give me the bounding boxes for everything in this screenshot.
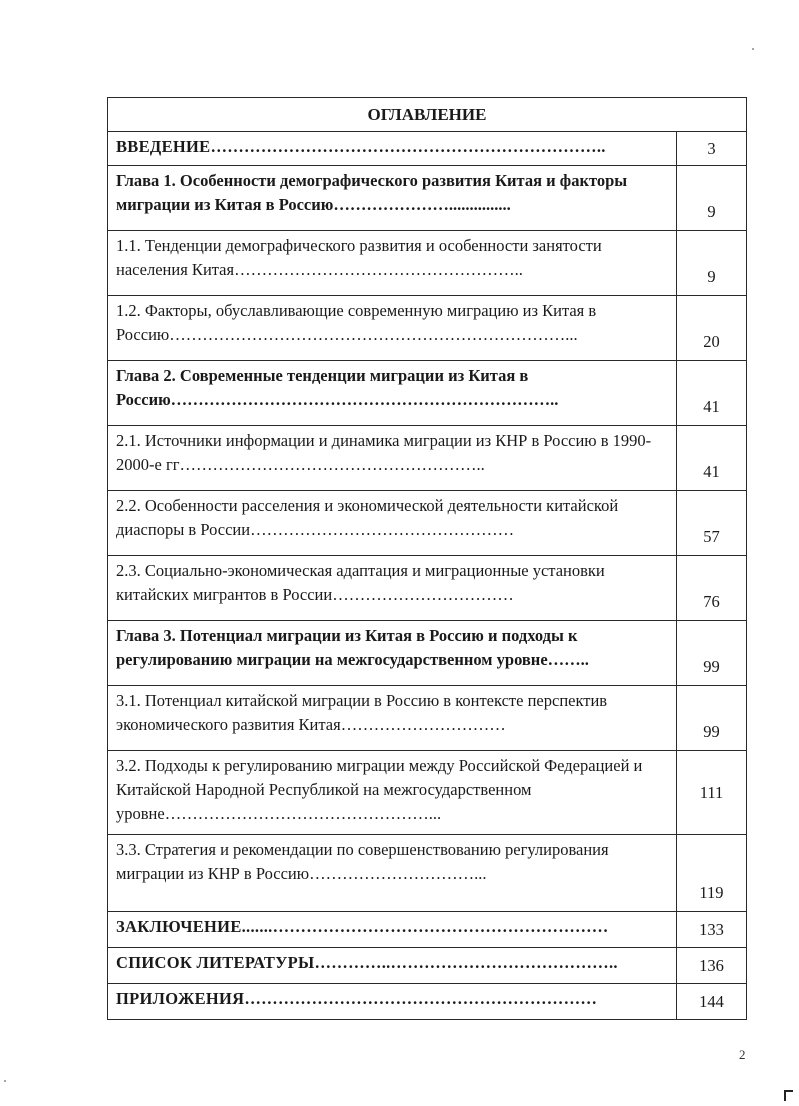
- toc-row-section-2-1: [108, 426, 747, 491]
- toc-title-row: [108, 98, 747, 132]
- toc-entry-page: 119: [676, 835, 746, 912]
- toc-row-section-1-2: [108, 296, 747, 361]
- toc-entry-page: 41: [676, 361, 746, 426]
- toc-entry-text: 3.2. Подходы к регулированию миграции между Российской Федерацией и Китайской Народной Республикой на межгосударственном уровне…………………………………………...: [108, 751, 677, 835]
- scan-speck: [752, 48, 754, 50]
- toc-entry-text: СПИСОК ЛИТЕРАТУРЫ…………..…………………………………..: [108, 948, 677, 984]
- toc-entry-page: 136: [676, 948, 746, 984]
- toc-row-section-3-1: [108, 686, 747, 751]
- toc-row-conclusion: [108, 912, 747, 948]
- toc-row-bibliography: [108, 948, 747, 984]
- toc-entry-text: 1.1. Тенденции демографического развития и особенности занятости населения Китая……………………………………………..: [108, 231, 677, 296]
- toc-entry-page: 111: [676, 751, 746, 835]
- toc-entry-page: 9: [676, 166, 746, 231]
- toc-row-section-2-3: [108, 556, 747, 621]
- toc-entry-page: 20: [676, 296, 746, 361]
- toc-entry-page: 133: [676, 912, 746, 948]
- toc-row-section-3-2: [108, 751, 747, 835]
- toc-row-chapter-1: [108, 166, 747, 231]
- toc-row-chapter-2: [108, 361, 747, 426]
- scan-corner-mark: [784, 1090, 793, 1101]
- toc-entry-page: 57: [676, 491, 746, 556]
- toc-entry-text: 2.1. Источники информации и динамика миграции из КНР в Россию в 1990-2000-е гг………………………………………………..: [108, 426, 677, 491]
- toc-row-appendices: [108, 984, 747, 1020]
- toc-entry-page: 76: [676, 556, 746, 621]
- toc-title: ОГЛАВЛЕНИЕ: [108, 98, 747, 132]
- toc-entry-page: 99: [676, 686, 746, 751]
- toc-entry-text: ПРИЛОЖЕНИЯ………………………………………………………: [108, 984, 677, 1020]
- page-number: 2: [739, 1047, 746, 1062]
- toc-entry-text: Глава 2. Современные тенденции миграции из Китая в Россию……………………………………………………………..: [108, 361, 677, 426]
- toc-entry-text: Глава 1. Особенности демографического развития Китая и факторы миграции из Китая в Россию…………………...............: [108, 166, 677, 231]
- toc-entry-page: 3: [676, 132, 746, 166]
- toc-entry-text: 3.3. Стратегия и рекомендации по совершенствованию регулирования миграции из КНР в Россию…………………………...: [108, 835, 677, 912]
- toc-entry-text: 2.2. Особенности расселения и экономической деятельности китайской диаспоры в России…………………………………………: [108, 491, 677, 556]
- toc-entry-text: ЗАКЛЮЧЕНИЕ.......……………………………………………………: [108, 912, 677, 948]
- toc-entry-text: Глава 3. Потенциал миграции из Китая в Россию и подходы к регулированию миграции на межгосударственном уровне……..: [108, 621, 677, 686]
- toc-row-section-2-2: [108, 491, 747, 556]
- toc-row-section-1-1: [108, 231, 747, 296]
- toc-entry-page: 144: [676, 984, 746, 1020]
- toc-row-introduction: [108, 132, 747, 166]
- table-of-contents: [107, 97, 747, 1020]
- toc-entry-text: 3.1. Потенциал китайской миграции в Россию в контексте перспектив экономического развития Китая…………………………: [108, 686, 677, 751]
- scan-speck: [4, 1080, 6, 1082]
- toc-row-section-3-3: [108, 835, 747, 912]
- toc-entry-text: 1.2. Факторы, обуславливающие современную миграцию из Китая в Россию………………………………………………………………...: [108, 296, 677, 361]
- toc-entry-text: 2.3. Социально-экономическая адаптация и миграционные установки китайских мигрантов в России……………………………: [108, 556, 677, 621]
- toc-entry-page: 99: [676, 621, 746, 686]
- toc-row-chapter-3: [108, 621, 747, 686]
- toc-entry-page: 9: [676, 231, 746, 296]
- toc-entry-page: 41: [676, 426, 746, 491]
- toc-entry-text: ВВЕДЕНИЕ……………………………………………………………..: [108, 132, 677, 166]
